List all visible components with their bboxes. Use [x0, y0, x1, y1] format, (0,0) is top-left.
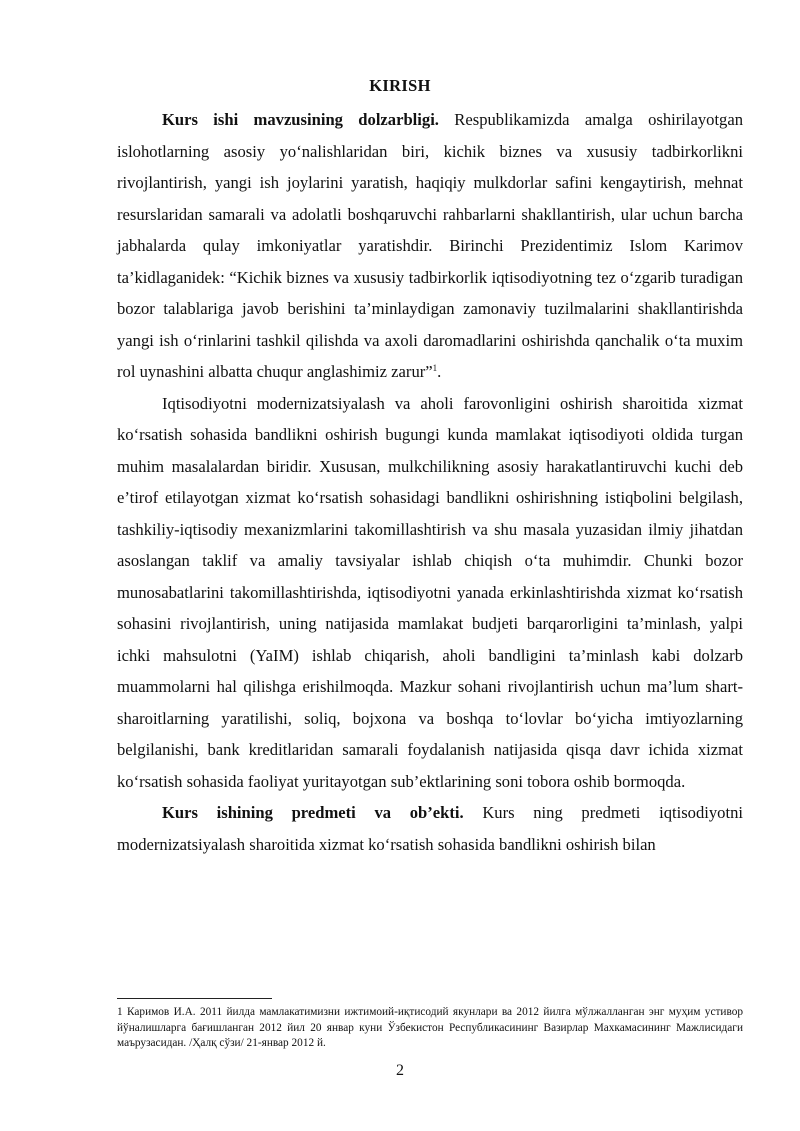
section-heading: KIRISH [369, 76, 431, 95]
footnote-reference[interactable]: 1 [432, 363, 438, 373]
paragraph-lead: Kurs ishi mavzusining dolzarbligi. [162, 110, 439, 129]
body-text [117, 104, 743, 860]
paragraph-relevance [117, 104, 743, 388]
paragraph-subject-object [117, 797, 743, 860]
paragraph-modernization [117, 388, 743, 798]
paragraph-text: Iqtisodiyotni modernizatsiyalash va aholi farovonligini oshirish sharoitida xizmat ko‘rsatish sohasida bandlikni oshirish bugungi kunda mamlakat iqtisodiyoti oldida turgan muhim masalalardan biridir. Xususan, mulkchilikning asosiy harakatlantiruvchi kuchi deb e’tirof etilayotgan xizmat ko‘rsatish sohasidagi bandlikni oshirishning istiqbolini belgilash, tashkiliy-iqtisodiy mexanizmlarini takomillashtirish va shu masala yuzasidan ilmiy jihatdan asoslangan taklif va amaliy tavsiyalar ishlab chiqish o‘ta muhimdir. Chunki bozor munosabatlarini takomillashtirishda, iqtisodiyotni yanada erkinlashtirishda xizmat ko‘rsatish sohasini rivojlantirish, uning natijasida mamlakat budjeti barqarorligini ta’minlash, yalpi ichki mahsulotni (YaIM) ishlab chiqarish, aholi bandligini ta’minlash kabi dolzarb muammolarni hal qilishga erishilmoqda. Mazkur sohani rivojlantirish uchun ma’lum shart-sharoitlarning yaratilishi, soliq, bojxona va boshqa to‘lovlar bo‘yicha imtiyozlarning belgilanishi, bank kreditlaridan samarali foydalanish natijasida qisqa davr ichida xizmat ko‘rsatish sohasida faoliyat yuritayotgan sub’ektlarining soni tobora oshib bormoqda. [117, 393, 743, 791]
footnote: 1 Каримов И.А. 2011 йилда мамлакатимизни ижтимоий-иқтисодий якунлари ва 2012 йилга мўлжалланган энг муҳим устивор йўналишларга бағишланган 2012 йил 20 январ куни Ўзбекистон Республикасининг Вазирлар Махкамасининг Мажлисидаги маърузасидан. /Ҳалқ сўзи/ 21-январ 2012 й. [117, 1006, 743, 1049]
paragraph-text: Respublikamizda amalga oshirilayotgan islohotlarning asosiy yo‘nalishlaridan biri, kichik biznes va xususiy tadbirkorlikni rivojlantirish, yangi ish joylarini yaratish, haqiqiy mulkdorlar safini kengaytirish, mehnat resurslaridan samarali va adolatli boshqaruvchi rahbarlarni shakllantirish, ular uchun barcha jabhalarda qulay imkoniyatlar yaratishdir. Birinchi Prezidentimiz Islom Karimov ta’kidlaganidek: “Kichik biznes va xususiy tadbirkorlik iqtisodiyotning tez o‘zgarib turadigan bozor talablariga javob berishini ta’minlaydigan zamonaviy tuzilmalarini shakllantirishda yangi ish o‘rinlarini tashkil qilishda va axoli daromadlarini oshirishda qanchalik o‘ta muxim rol uynashini albatta chuqur anglashimiz zarur” [117, 110, 744, 381]
paragraph-lead: Kurs ishining predmeti va ob’ekti. [162, 803, 464, 822]
paragraph-text: Kurs ning predmeti iqtisodiyotni modernizatsiyalash sharoitida xizmat ko‘rsatish sohasida bandlikni oshirish bilan [117, 803, 743, 854]
footnote-separator [117, 998, 272, 999]
paragraph-tail: . [437, 362, 442, 381]
page-number: 2 [396, 1062, 404, 1079]
